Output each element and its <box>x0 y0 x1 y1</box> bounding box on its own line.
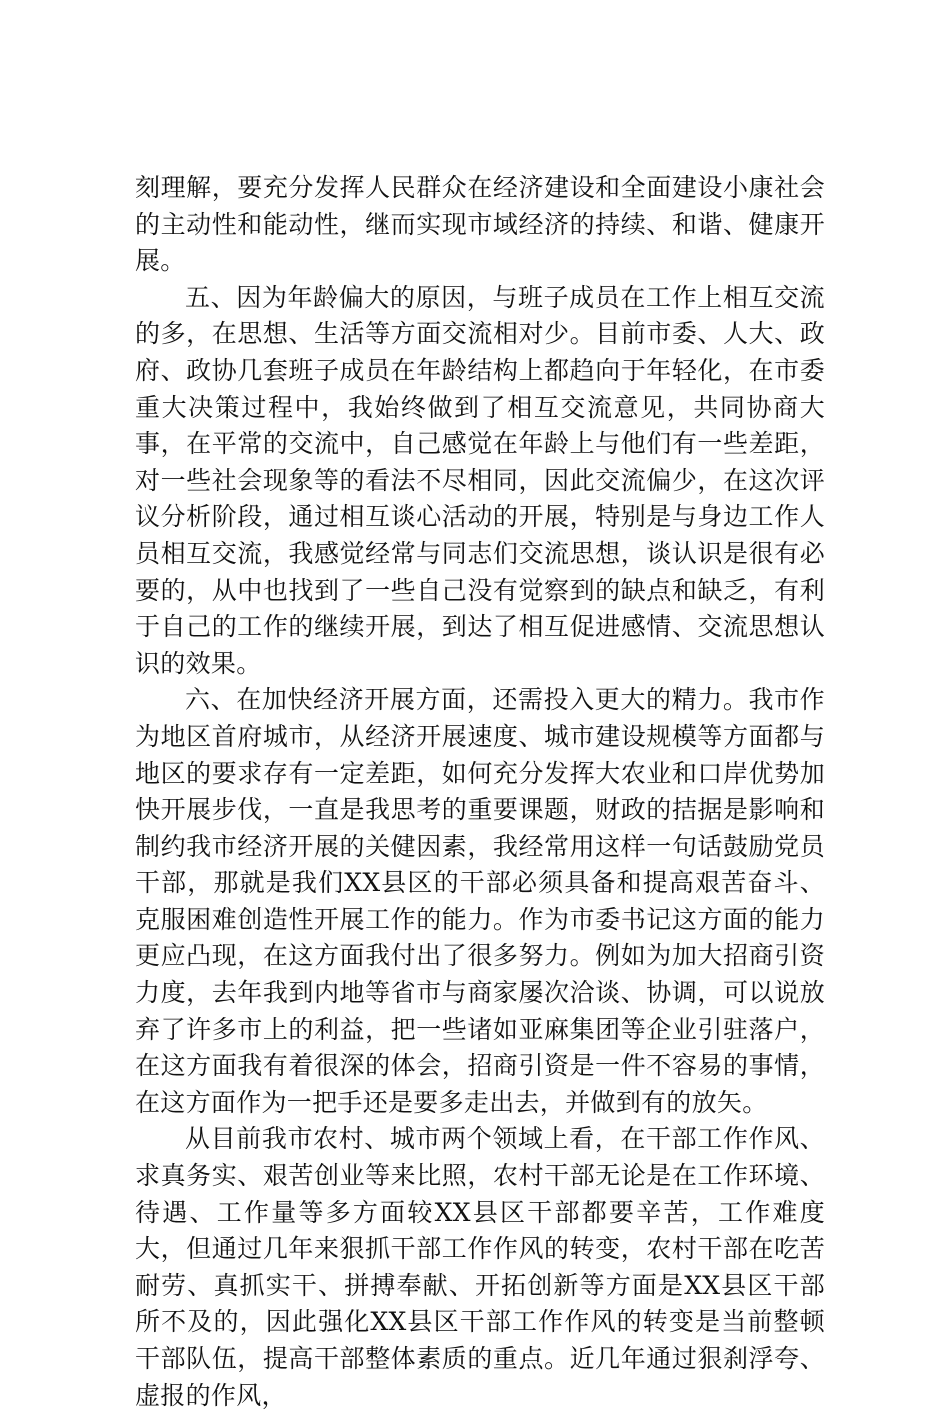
paragraph-five: 五、因为年龄偏大的原因，与班子成员在工作上相互交流的多，在思想、生活等方面交流相对少。目前市委、人大、政府、政协几套班子成员在年龄结构上都趋向于年轻化，在市委重大决策过程中，我始终做到了相互交流意见，共同协商大事，在平常的交流中，自己感觉在年龄上与他们有一些差距，对一些社会现象等的看法不尽相同，因此交流偏少，在这次评议分析阶段，通过相互谈心活动的开展，特别是与身边工作人员相互交流，我感觉经常与同志们交流思想，谈认识是很有必要的，从中也找到了一些自己没有觉察到的缺点和缺乏，有利于自己的工作的继续开展，到达了相互促进感情、交流思想认识的效果。 <box>135 282 825 678</box>
paragraph-continuation: 刻理解，要充分发挥人民群众在经济建设和全面建设小康社会的主动性和能动性，继而实现市域经济的持续、和谐、健康开展。 <box>135 173 825 276</box>
document-body <box>135 170 825 1414</box>
paragraph-rural-urban: 从目前我市农村、城市两个领域上看，在干部工作作风、求真务实、艰苦创业等来比照，农村干部无论是在工作环境、待遇、工作量等多方面较XX县区干部都要辛苦，工作难度大，但通过几年来狠抓干部工作作风的转变，农村干部在吃苦耐劳、真抓实干、拼搏奉献、开拓创新等方面是XX县区干部所不及的，因此强化XX县区干部工作作风的转变是当前整顿干部队伍，提高干部整体素质的重点。近几年通过狠刹浮夸、虚报的作风， <box>135 1124 825 1410</box>
paragraph-six: 六、在加快经济开展方面，还需投入更大的精力。我市作为地区首府城市，从经济开展速度、城市建设规模等方面都与地区的要求存有一定差距，如何充分发挥大农业和口岸优势加快开展步伐，一直是我思考的重要课题，财政的拮据是影响和制约我市经济开展的关健因素，我经常用这样一句话鼓励党员干部，那就是我们XX县区的干部必须具备和提高艰苦奋斗、克服困难创造性开展工作的能力。作为市委书记这方面的能力更应凸现，在这方面我付出了很多努力。例如为加大招商引资力度，去年我到内地等省市与商家屡次洽谈、协调，可以说放弃了许多市上的利益，把一些诸如亚麻集团等企业引驻落户，在这方面我有着很深的体会，招商引资是一件不容易的事情，在这方面作为一把手还是要多走出去，并做到有的放矢。 <box>135 685 825 1117</box>
